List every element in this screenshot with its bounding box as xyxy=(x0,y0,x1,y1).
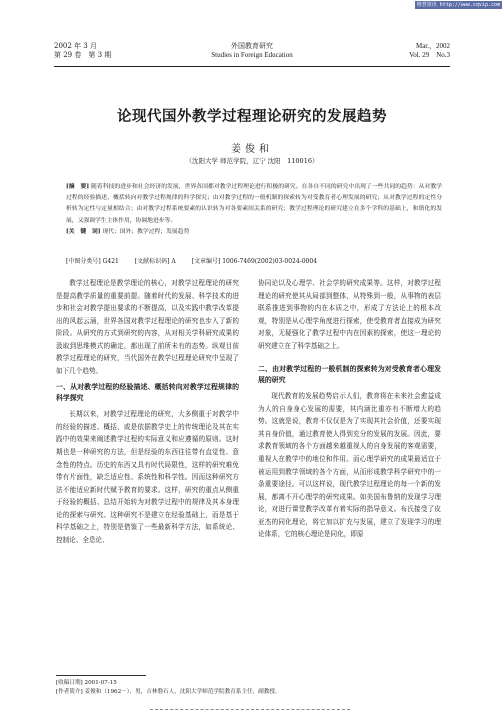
header-right xyxy=(409,42,450,60)
abstract-paragraph xyxy=(66,182,442,227)
scan-artifact-line xyxy=(150,709,350,710)
intro-paragraph: 教学过程理论是教学理论的核心，对教学过程理论的研究是提高教学质量的重要前提。随着时代的发展、科学技术的进步和社会对教学提出要求的不断提高，以及实践中教学改革提出的风起云涌，世界各国对教学过程理论的研究也步入了新的阶段。从研究的方式到研究的内容，从对相关学科研究成果的汲取到思维模式的确定，都出现了前所未有的态势。纵观目前教学过程理论的研究，当代国外在教学过程理论研究中呈现了如下几个趋势。 xyxy=(56,279,239,375)
footnote-block xyxy=(56,679,281,696)
header-rule xyxy=(54,66,450,67)
abstract-label: [摘 要] xyxy=(66,184,90,190)
author-affiliation: （沈阳大学 师范学院，辽宁 沈阳 110016） xyxy=(185,157,319,165)
author-bio: [作者简介] 姜俊和（1962－），男，吉林磐石人，沈阳大学师范学院教育系主任，副教授。 xyxy=(56,688,281,695)
classification-line xyxy=(66,256,442,265)
keywords-text: 现代；国外；教学过程；发展趋势 xyxy=(102,228,190,235)
body-column-left xyxy=(56,277,239,546)
section-2-paragraph: 现代教育的发展趋势启示人们，教育将在未来社会愈益成为人的自身身心发展的需要，其内涵比重亦有不断增大的趋势。这就是说，教育不仅仅是为了实现其社会价值，还要实现其自身价值，通过教育使人得到充分的发展的发展。因此，要求教育领域的各个方面越来越重视人的自身发展的客观需要，重视人在教学中的地位和作用。而心理学研究的成果最适宜于被运用到教学领域的各个方面，从而形成教学科学研究中的一条重要途径。可以这样说，现代教学过程理论的每一个新的发展，都离不开心理学的研究成果。如美国布鲁纳的发现学习理论，对进行课堂教学改革有着实际的指导意义。布氏接受了皮亚杰的同化理论，将它加以扩充与发展，建立了发现学习的理论体系，它的核心理论是同化，即原 xyxy=(258,392,441,539)
section-1-paragraph: 长期以来，对教学过程理论的研究，大多侧重于对教学中的经验的描述、概括，或是依据教学史上的传统理论及其在实践中的效果来阐述教学过程的实际意义和应遵循的原则。这时期也是一种研究的方法，但是经验的东西往往带有直觉性、意念性的特点。历史的东西又具有时代局限性，这样的研究难免带有片面性，缺乏适应性、系统性和科学性。因而这种研究方法不能适应新时代赋予教育的要求。这样，研究的重点从侧重于经验的概括、总结开始转为对教学过程中的规律及其本身理论的探索与研究。这种研究不是建立在经验基础上，而是基于科学基础之上，特别是借鉴了一些最新科学方法，如系统论、控制论、全息论、 xyxy=(56,410,239,544)
keywords-line xyxy=(66,227,442,238)
watermark-badge: 维普资讯 http://www.cqvip.com xyxy=(416,2,500,8)
body-column-right xyxy=(258,277,441,541)
article-number: [文章编号] 1006-7469(2002)03-0024-0004 xyxy=(191,258,317,265)
continued-paragraph: 协同论以及心理学、社会学的研究成果等。这样，对教学过程理论的研究使其从局部到整体，从特殊到一般，从事物的表层联系推进到事物的内在本质之中，形成了方法论上的根本改观，特别是从心理学角度进行探索，使受教育者直接成为研究对象，无疑强化了教学过程中内在因素的探索，使这一理论的研究建立在了科学基础之上。 xyxy=(258,279,441,350)
footnote-rule xyxy=(56,675,146,676)
journal-name-cn: 外国教育研究 xyxy=(231,42,273,50)
section-2-heading: 二、由对教学过程的一般机制的探索转为对受教育者心理发展的研究 xyxy=(258,365,441,385)
issue-date: 2002 年 3 月 xyxy=(54,42,97,50)
volume-issue-cn: 第 29 卷 第 3 期 xyxy=(54,51,112,59)
journal-name-en: Studies in Foreign Education xyxy=(211,51,293,59)
issue-date-en: Mar.，2002 xyxy=(415,42,450,50)
clc-number: [中图分类号] G421 xyxy=(66,258,119,265)
section-1-heading: 一、从对教学过程的经验描述、概括转向对教学过程规律的科学探究 xyxy=(56,383,239,403)
author-name: 姜俊和 xyxy=(231,144,273,155)
volume-issue-en: Vol. 29 No.3 xyxy=(409,51,450,59)
abstract-block xyxy=(66,182,442,238)
keywords-label: [关 键 词] xyxy=(66,228,101,235)
document-code: [文献标识码] A xyxy=(134,258,176,265)
abstract-text: 随着科技的进步和社会经济的发展，世界各国都对教学过程理论进行积极的研究。在各自不同的研究中出现了一些共同的趋势：从对教学过程的经验描述、概括转向对教学过程规律的科学探究；由对教学过程的一般机制的探索转为对受教育者心理发展的研究；从对教学过程的定性分析转为定性与定量相结合；由对教学过程系统要素的认识转为对各要素间关系的研究；教学过程理论的研究建立在多个学科的基础上，和谐化的发展，又强调学生主体作用，协调地进步等。 xyxy=(66,184,442,224)
journal-header xyxy=(54,42,450,66)
received-date: [收稿日期] 2001-07-15 xyxy=(56,680,117,686)
article-title: 论现代国外教学过程理论研究的发展趋势 xyxy=(117,108,387,125)
header-center xyxy=(54,42,450,60)
